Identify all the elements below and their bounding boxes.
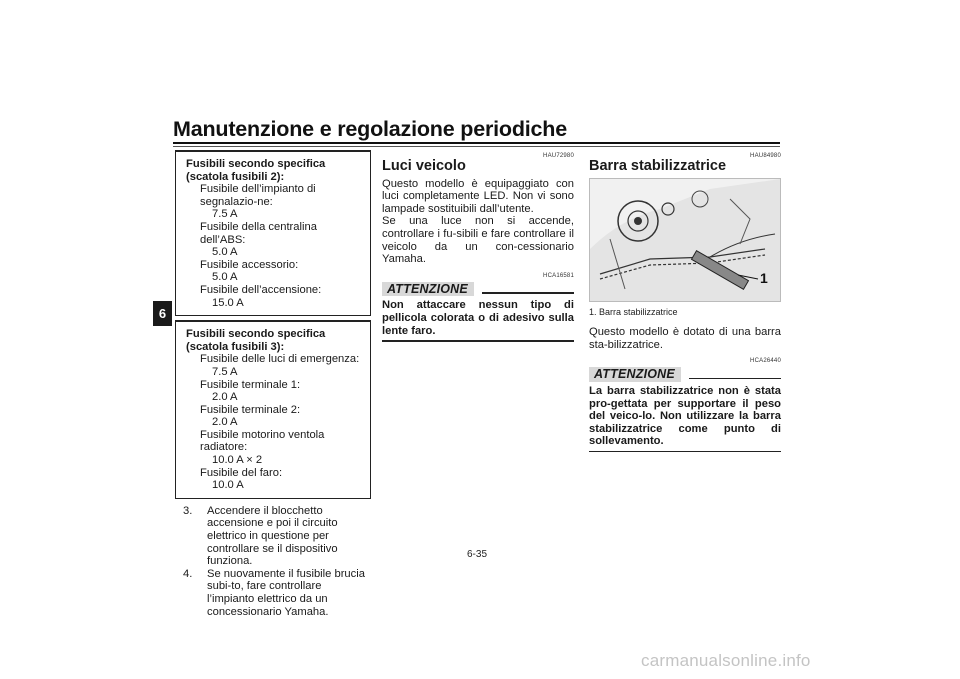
fuse-spec-box-3 <box>175 320 371 499</box>
fuse-name: Fusibile della centralina dell’ABS: <box>200 220 317 246</box>
fuse-value: 5.0 A <box>212 271 238 284</box>
fuse-item <box>186 353 362 378</box>
paragraph: Questo modello è equipaggiato con luci completamente LED. Non vi sono lampade sostituibili dall’utente. <box>382 177 574 215</box>
watermark: carmanualsonline.info <box>641 651 811 670</box>
fuse-value: 2.0 A <box>212 416 238 429</box>
stabilizer-bar-figure <box>589 178 781 302</box>
fuse-name: Fusibile delle luci di emergenza: <box>200 353 360 366</box>
fuse-item <box>186 284 362 309</box>
fuse-value: 10.0 A <box>212 479 244 492</box>
step-number: 4. <box>183 567 193 580</box>
fuse-value: 7.5 A <box>212 208 238 221</box>
fuse-name: Fusibile terminale 1: <box>200 378 301 391</box>
column-right <box>589 150 781 452</box>
fuse-spec-box-2 <box>175 150 371 316</box>
title-rule <box>173 142 780 144</box>
fuse-item <box>186 221 362 259</box>
section-code: HAU72980 <box>543 153 574 159</box>
fuse-spec-heading: Fusibili secondo specifica (scatola fusibili 3): <box>186 328 326 353</box>
column-left <box>175 150 371 618</box>
fuse-item <box>186 404 362 429</box>
attention-text: La barra stabilizzatrice non è stata pro-gettata per supportare il peso del veico-lo. Non utilizzare la barra stabilizzatrice come punto di sollevamento. <box>589 384 781 448</box>
section-title-lights: Luci veicolo <box>382 158 466 174</box>
fuse-item <box>186 379 362 404</box>
step-item <box>175 505 371 568</box>
step-item <box>175 568 371 618</box>
section-code: HAU84980 <box>750 153 781 159</box>
stabilizer-body: Questo modello è dotato di una barra sta-bilizzatrice. <box>589 326 781 351</box>
fuse-item <box>186 467 362 492</box>
attention-code: HCA26440 <box>750 358 781 365</box>
attention-text: Non attaccare nessun tipo di pellicola colorata o di adesivo sulla lente faro. <box>382 299 574 337</box>
section-title-stabilizer: Barra stabilizzatrice <box>589 158 727 174</box>
figure-caption: 1. Barra stabilizzatrice <box>589 306 678 317</box>
fuse-name: Fusibile del faro: <box>200 466 283 479</box>
step-number: 3. <box>183 504 193 517</box>
motorcycle-drawing <box>590 179 780 301</box>
fuse-item <box>186 183 362 221</box>
attention-code: HCA16581 <box>543 272 574 279</box>
fuse-name: Fusibile motorino ventola radiatore: <box>200 428 325 454</box>
paragraph: Se una luce non si accende, controllare i fu-sibili e fare controllare il veicolo da un con-cessionario Yamaha. <box>382 215 574 266</box>
fuse-name: Fusibile dell’impianto di segnalazio-ne: <box>200 183 316 208</box>
attention-label: ATTENZIONE <box>589 367 681 382</box>
page-title: Manutenzione e regolazione periodiche <box>173 117 567 141</box>
attention-end-rule <box>382 340 574 342</box>
attention-end-rule <box>589 451 781 453</box>
fuse-value: 7.5 A <box>212 365 238 378</box>
fuse-value: 5.0 A <box>212 246 238 259</box>
figure-callout: 1 <box>760 269 768 286</box>
step-text: Se nuovamente il fusibile brucia subi-to, fare controllare l’impianto elettrico da un concessionario Yamaha. <box>207 567 365 618</box>
fuse-item <box>186 429 362 467</box>
lights-body <box>382 178 574 266</box>
fuse-value: 15.0 A <box>212 296 244 309</box>
fuse-name: Fusibile dell’accensione: <box>200 283 322 296</box>
column-middle <box>382 150 574 342</box>
fuse-value: 10.0 A × 2 <box>212 454 263 467</box>
fuse-name: Fusibile terminale 2: <box>200 403 301 416</box>
attention-rule <box>482 292 574 294</box>
fuse-value: 2.0 A <box>212 391 238 404</box>
fuse-spec-heading: Fusibili secondo specifica (scatola fusibili 2): <box>186 158 326 183</box>
fuse-item <box>186 259 362 284</box>
chapter-tab: 6 <box>153 301 172 326</box>
fuse-name: Fusibile accessorio: <box>200 258 299 271</box>
page-number: 6-35 <box>467 549 488 560</box>
procedure-steps <box>175 505 371 618</box>
attention-rule <box>689 378 781 380</box>
title-rule-thin <box>173 146 780 147</box>
attention-label: ATTENZIONE <box>382 282 474 297</box>
attention-header <box>382 282 574 297</box>
attention-header <box>589 367 781 382</box>
step-text: Accendere il blocchetto accensione e poi il circuito elettrico in questione per controllare se il dispositivo funziona. <box>207 504 338 568</box>
